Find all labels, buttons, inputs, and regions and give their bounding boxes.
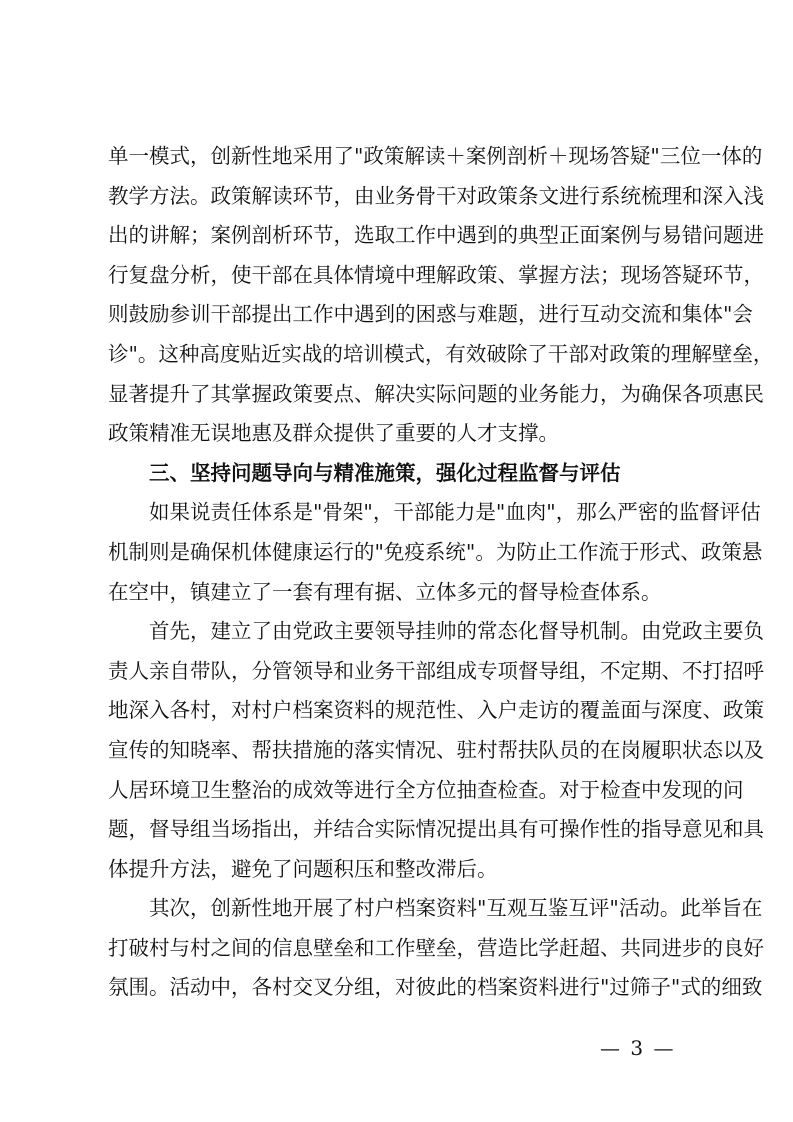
- text-line: 体提升方法，避免了问题积压和整改滞后。: [108, 856, 498, 881]
- text-line: 则鼓励参训干部提出工作中遇到的困惑与难题，进行互动交流和集体"会: [108, 302, 753, 327]
- text-line: 首先，建立了由党政主要领导挂帅的常态化督导机制。由党政主要负: [149, 619, 764, 644]
- text-line: 在空中，镇建立了一套有理有据、立体多元的督导检查体系。: [108, 579, 662, 604]
- text-line: 宣传的知晓率、帮扶措施的落实情况、驻村帮扶队员的在岗履职状态以及: [108, 737, 764, 762]
- text-line: 机制则是确保机体健康运行的"免疫系统"。为防止工作流于形式、政策悬: [108, 539, 763, 564]
- text-line: 题，督导组当场指出，并结合实际情况提出具有可操作性的指导意见和具: [108, 817, 764, 842]
- paragraph-teaching-method: [108, 137, 774, 454]
- text-line: 行复盘分析，使干部在具体情境中理解政策、掌握方法；现场答疑环节，: [108, 262, 764, 287]
- text-line: 打破村与村之间的信息壁垒和工作壁垒，营造比学赶超、共同进步的良好: [108, 935, 764, 960]
- text-line: 如果说责任体系是"骨架"，干部能力是"血肉"，那么严密的监督评估: [149, 500, 761, 525]
- text-line: 出的讲解；案例剖析环节，选取工作中遇到的典型正面案例与易错问题进: [108, 223, 764, 248]
- paragraph-first-measure: [108, 612, 764, 889]
- text-line: 单一模式，创新性地采用了"政策解读＋案例剖析＋现场答疑"三位一体的: [108, 144, 763, 168]
- page-number: — 3 —: [600, 1036, 676, 1060]
- text-line: 其次，创新性地开展了村户档案资料"互观互鉴互评"活动。此举旨在: [149, 896, 763, 921]
- text-line: 责人亲自带队，分管领导和业务干部组成专项督导组，不定期、不打招呼: [108, 658, 764, 683]
- text-line: 氛围。活动中，各村交叉分组，对彼此的档案资料进行"过筛子"式的细致: [108, 975, 763, 1000]
- paragraph-supervision-intro: [108, 493, 763, 612]
- paragraph-second-measure: [108, 889, 764, 1008]
- document-body: [108, 137, 774, 1008]
- text-line: 教学方法。政策解读环节，由业务骨干对政策条文进行系统梳理和深入浅: [108, 183, 764, 208]
- text-line: 人居环境卫生整治的成效等进行全方位抽查检查。对于检查中发现的问: [108, 777, 744, 802]
- section-heading: 三、坚持问题导向与精准施策，强化过程监督与评估: [149, 460, 621, 485]
- text-line: 诊"。这种高度贴近实战的培训模式，有效破除了干部对政策的理解壁垒，: [108, 341, 774, 366]
- text-line: 地深入各村，对村户档案资料的规范性、入户走访的覆盖面与深度、政策: [108, 698, 764, 723]
- text-line: 政策精准无误地惠及群众提供了重要的人才支撑。: [108, 421, 559, 446]
- text-line: 显著提升了其掌握政策要点、解决实际问题的业务能力，为确保各项惠民: [108, 381, 764, 406]
